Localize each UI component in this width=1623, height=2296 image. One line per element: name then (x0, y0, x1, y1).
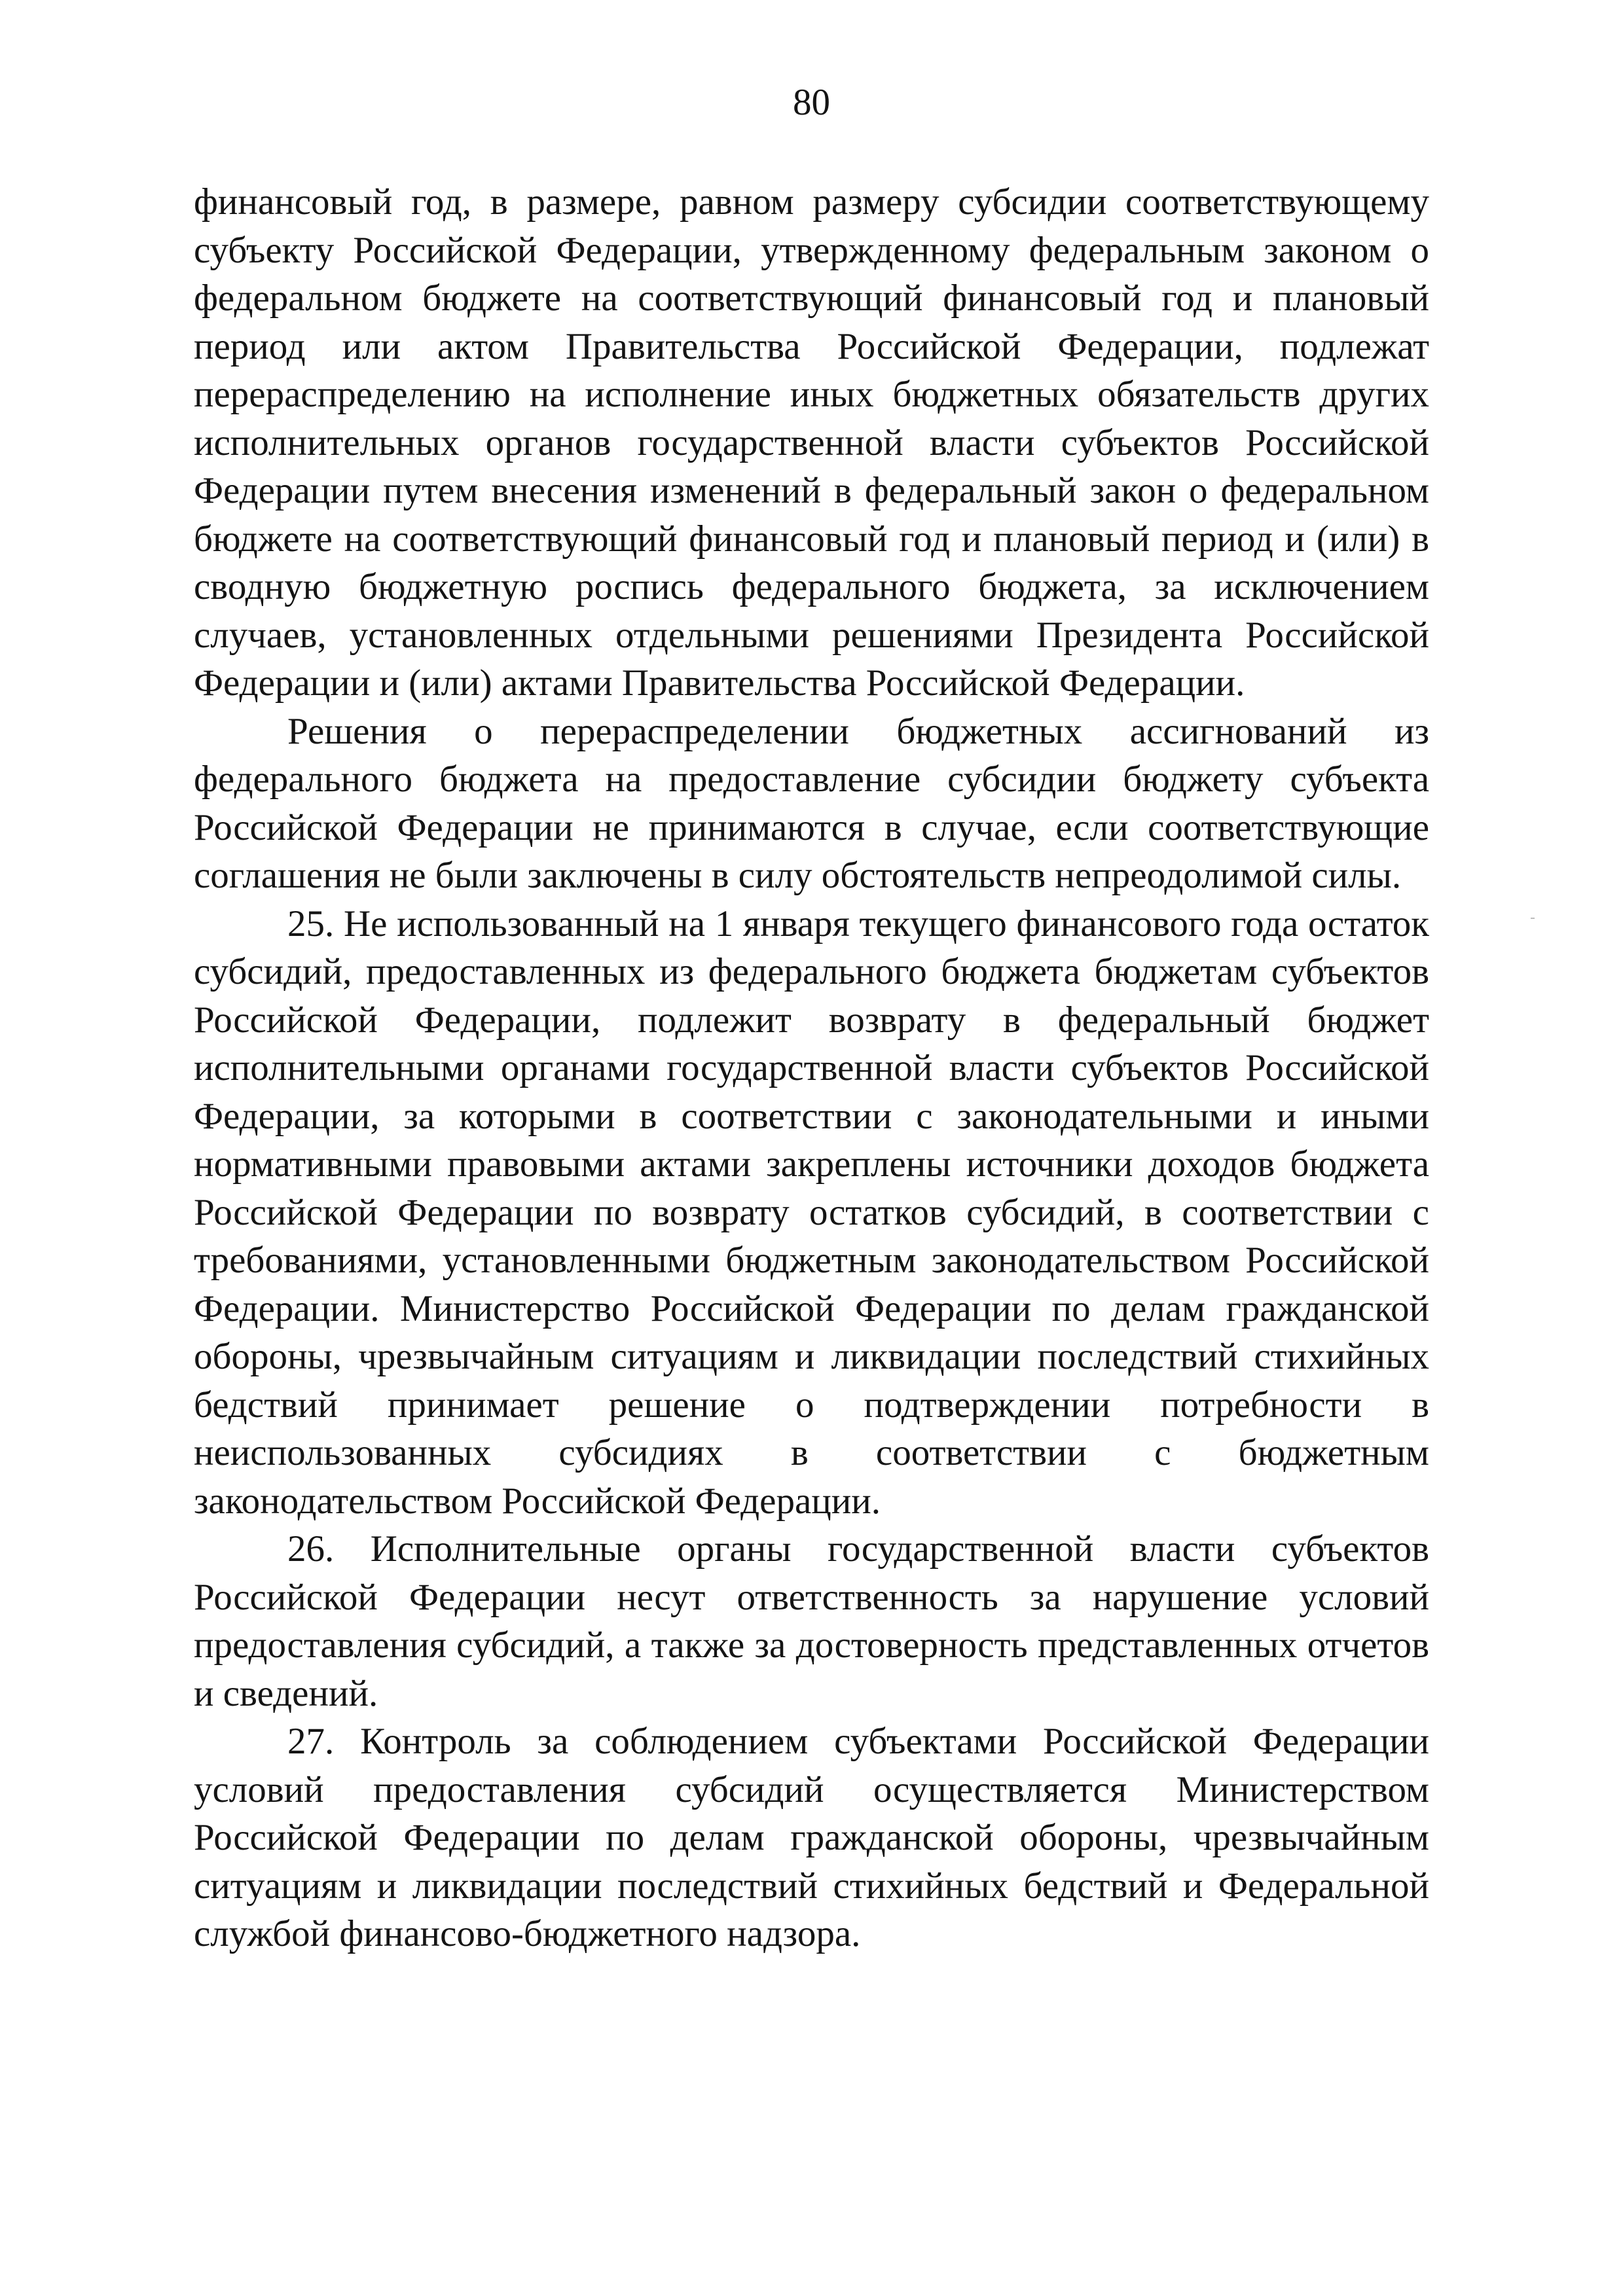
page-number: 80 (793, 82, 830, 123)
document-body (194, 178, 1429, 1958)
paragraph-item-25: 25. Не использованный на 1 января текущего финансового года остаток субсидий, предоставленных из федерального бюджета бюджетам субъектов Российской Федерации, подлежит возврату в федеральный бюджет исполнительными органами государственной власти субъектов Российской Федерации, за которыми в соответствии с законодательными и иными нормативными правовыми актами закреплены источники доходов бюджета Российской Федерации по возврату остатков субсидий, в соответствии с требованиями, установленными бюджетным законодательством Российской Федерации. Министерство Российской Федерации по делам гражданской обороны, чрезвычайным ситуациям и ликвидации последствий стихийных бедствий принимает решение о подтверждении потребности в неиспользованных субсидиях в соответствии с бюджетным законодательством Российской Федерации. (194, 903, 1429, 1522)
scan-speck (1531, 918, 1535, 919)
paragraph-reallocation-decisions: Решения о перераспределении бюджетных ассигнований из федерального бюджета на предоставление субсидии бюджету субъекта Российской Федерации не принимаются в случае, если соответствующие соглашения не были заключены в силу обстоятельств непреодолимой силы. (194, 710, 1429, 896)
paragraph-continuation: финансовый год, в размере, равном размеру субсидии соответствующему субъекту Российской Федерации, утвержденному федеральным законом о федеральном бюджете на соответствующий финансовый год и плановый период или актом Правительства Российской Федерации, подлежат перераспределению на исполнение иных бюджетных обязательств других исполнительных органов государственной власти субъектов Российской Федерации путем внесения изменений в федеральный закон о федеральном бюджете на соответствующий финансовый год и плановый период и (или) в сводную бюджетную роспись федерального бюджета, за исключением случаев, установленных отдельными решениями Президента Российской Федерации и (или) актами Правительства Российской Федерации. (194, 181, 1429, 704)
paragraph-item-27: 27. Контроль за соблюдением субъектами Российской Федерации условий предоставления субсидий осуществляется Министерством Российской Федерации по делам гражданской обороны, чрезвычайным ситуациям и ликвидации последствий стихийных бедствий и Федеральной службой финансово-бюджетного надзора. (194, 1721, 1429, 1954)
paragraph-item-26: 26. Исполнительные органы государственной власти субъектов Российской Федерации несут ответственность за нарушение условий предоставления субсидий, а также за достоверность представленных отчетов и сведений. (194, 1528, 1429, 1714)
